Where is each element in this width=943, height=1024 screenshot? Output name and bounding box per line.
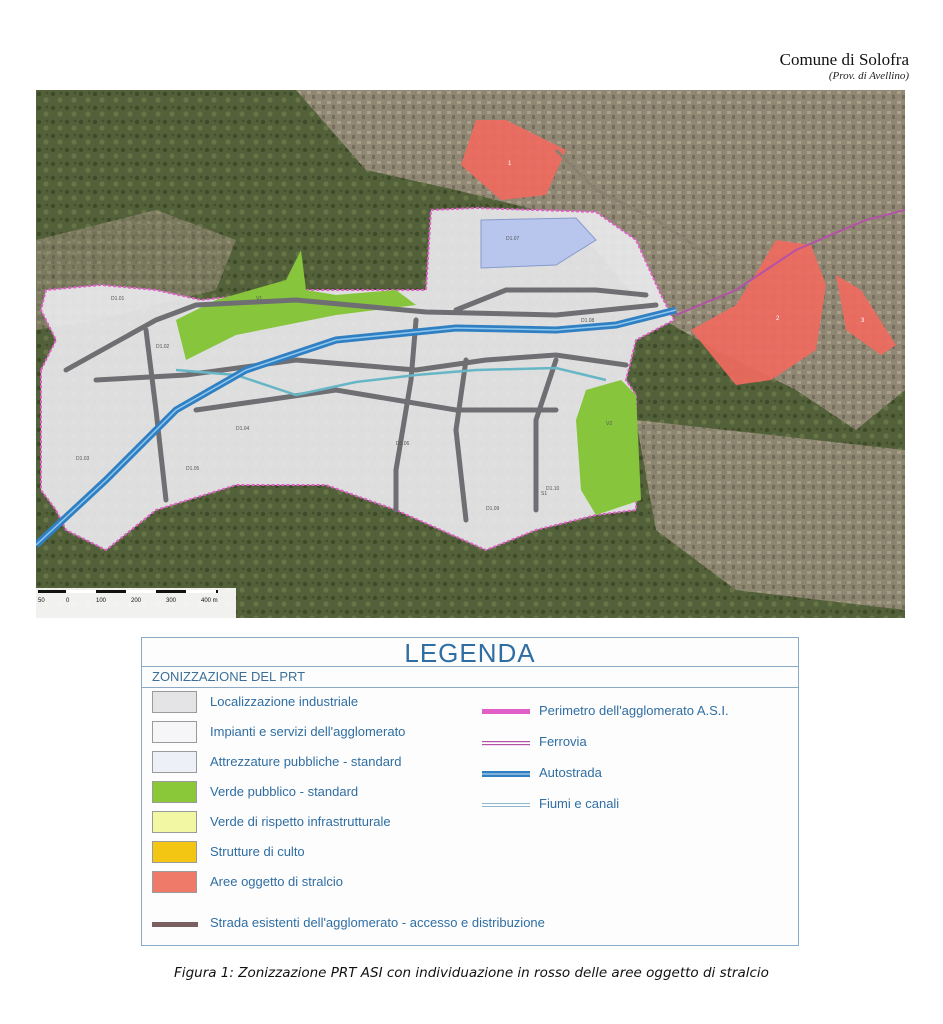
scale-label: 100 <box>96 598 107 604</box>
scale-label: 300 <box>166 598 177 604</box>
zone-code-label: D1.01 <box>111 296 125 302</box>
verde-pubblico-zone-east <box>576 380 641 515</box>
stralcio-area-label: 1 <box>508 161 512 167</box>
line-label: Perimetro dell'agglomerato A.S.I. <box>539 703 729 718</box>
zone-swatch <box>152 781 197 803</box>
zone-code-label: D1.05 <box>186 466 200 472</box>
zone-label: Attrezzature pubbliche - standard <box>210 754 402 769</box>
river-line-sample <box>482 801 530 809</box>
figure-caption: Figura 1: Zonizzazione PRT ASI con individuazione in rosso delle aree oggetto di stralcio <box>174 965 769 981</box>
map-legend <box>141 637 799 946</box>
map-canvas <box>36 90 905 618</box>
zone-code-label: D1.06 <box>396 441 410 447</box>
zone-code-label: D1.08 <box>581 318 595 324</box>
zone-label: Localizzazione industriale <box>210 694 359 709</box>
zone-code-label: D1.09 <box>486 506 500 512</box>
zone-swatch <box>152 691 197 713</box>
stralcio-area-label: 2 <box>776 316 780 322</box>
railway-line-sample <box>482 739 530 747</box>
zone-label: Impianti e servizi dell'agglomerato <box>210 724 406 739</box>
zone-swatch <box>152 871 197 893</box>
zone-swatch <box>152 811 197 833</box>
scale-label: 200 <box>131 598 142 604</box>
zone-swatch <box>152 721 197 743</box>
zone-label: Strutture di culto <box>210 844 305 859</box>
stralcio-area-label: 3 <box>861 318 865 324</box>
legend-subtitle: ZONIZZAZIONE DEL PRT <box>142 667 798 688</box>
comune-name: Comune di Solofra <box>779 50 909 69</box>
zone-code-label: S1 <box>541 491 548 497</box>
scale-bar <box>36 588 236 618</box>
legend-title: LEGENDA <box>142 638 798 667</box>
zone-code-label: D1.04 <box>236 426 250 432</box>
zone-label: Verde di rispetto infrastrutturale <box>210 814 391 829</box>
zone-code-label: V1 <box>256 296 263 302</box>
zone-code-label: D1.10 <box>546 486 560 492</box>
line-label: Ferrovia <box>539 734 587 749</box>
motorway-line-sample <box>482 770 530 778</box>
road-label: Strada esistenti dell'agglomerato - accesso e distribuzione <box>210 915 545 930</box>
zone-code-label: V2 <box>606 421 613 427</box>
document-header <box>780 50 909 82</box>
zone-code-label: D1.02 <box>156 344 170 350</box>
road-line-sample <box>152 922 198 927</box>
scale-label: 50 <box>38 598 45 604</box>
aerial-zoning-map <box>36 90 905 618</box>
line-label: Fiumi e canali <box>539 796 620 811</box>
scale-label: 0 <box>66 598 70 604</box>
zone-code-label: D1.03 <box>76 456 90 462</box>
zone-swatch <box>152 841 197 863</box>
provincia-name: (Prov. di Avellino) <box>828 70 909 82</box>
zone-code-label: D1.07 <box>506 236 520 242</box>
perimeter-line-sample <box>482 708 530 716</box>
zone-label: Aree oggetto di stralcio <box>210 874 343 889</box>
zone-swatch <box>152 751 197 773</box>
line-label: Autostrada <box>539 765 602 780</box>
scale-label: 400 m <box>201 598 218 604</box>
zone-label: Verde pubblico - standard <box>210 784 359 799</box>
